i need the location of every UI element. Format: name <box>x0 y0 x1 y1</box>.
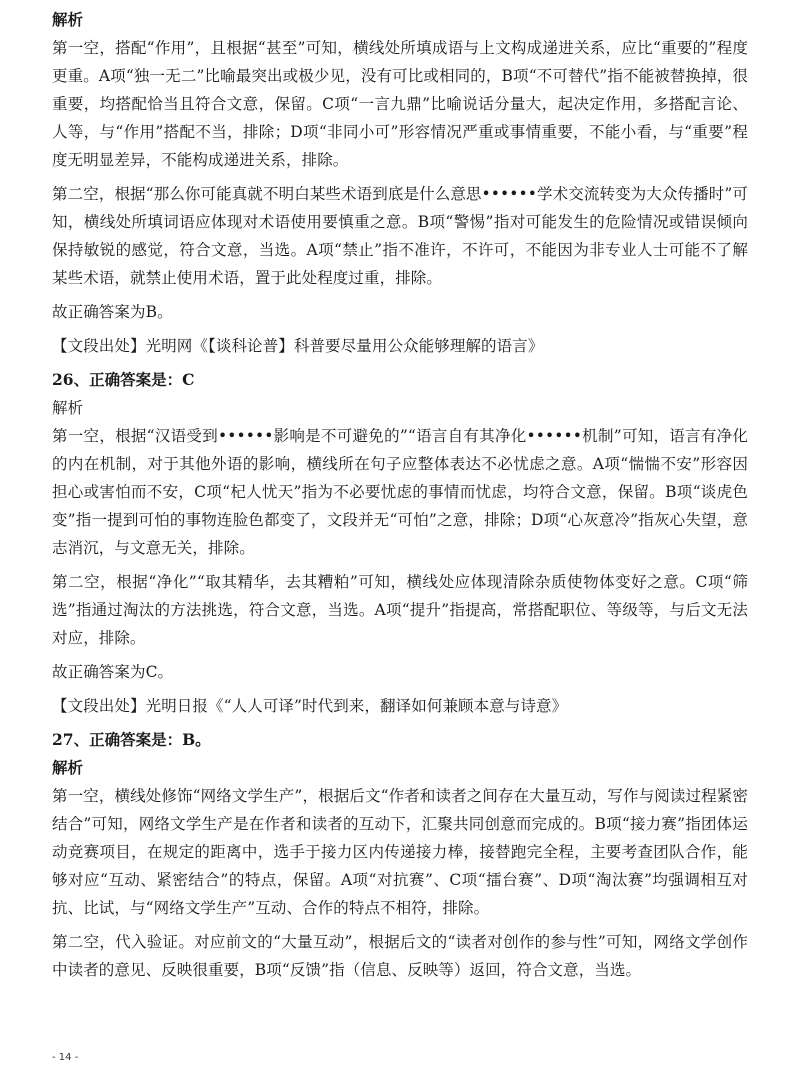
paragraph-source-25: 【文段出处】光明网《【谈科论普】科普要尽量用公众能够理解的语言》 <box>52 337 544 355</box>
page-number: - 14 - <box>52 1052 79 1063</box>
paragraph-second-blank-26: 第二空，根据“净化”“取其精华，去其糟粕”可知，横线处应体现清除杂质使物体变好之意。C项“筛选”指通过淘汰的方法挑选，符合文意，当选。A项“提升”指提高，常搭配职位、等级等，与后文无法对应，排除。 <box>52 573 748 647</box>
label-jiexi-26: 解析 <box>52 399 84 417</box>
paragraph-first-blank-27: 第一空，横线处修饰“网络文学生产”，根据后文“作者和读者之间存在大量互动，写作与阅读过程紧密结合”可知，网络文学生产是在作者和读者的互动下，汇聚共同创意而完成的。B项“接力赛”指团体运动竞赛项目，在规定的距离中，选手于接力区内传递接力棒，接替跑完全程，主要考查团队合作，能够对应“互动、紧密结合”的特点，保留。A项“对抗赛”、C项“擂台赛”、D项“淘汰赛”均强调相互对抗、比试，与“网络文学生产”互动、合作的特点不相符，排除。 <box>52 787 748 917</box>
paragraph-answer-26: 故正确答案为C。 <box>52 663 174 681</box>
paragraph-second-blank-27: 第二空，代入验证。对应前文的“大量互动”，根据后文的“读者对创作的参与性”可知，网络文学创作中读者的意见、反映很重要，B项“反馈”指（信息、反映等）返回，符合文意，当选。 <box>52 933 748 979</box>
heading-question-26: 26、正确答案是：C <box>52 370 195 389</box>
heading-question-27: 27、正确答案是：B。 <box>52 730 211 749</box>
heading-jiexi-27: 解析 <box>52 758 84 777</box>
paragraph-second-blank-25: 第二空，根据“那么你可能真就不明白某些术语到底是什么意思••••••学术交流转变为大众传播时”可知，横线处所填词语应体现对术语使用要慎重之意。B项“警惕”指对可能发生的危险情况或错误倾向保持敏锐的感觉，符合文意，当选。A项“禁止”指不准许，不许可，不能因为非专业人士可能不了解某些术语，就禁止使用术语，置于此处程度过重，排除。 <box>52 185 748 287</box>
document-page <box>52 6 748 990</box>
paragraph-answer-25: 故正确答案为B。 <box>52 303 173 321</box>
paragraph-source-26: 【文段出处】光明日报《“人人可译”时代到来，翻译如何兼顾本意与诗意》 <box>52 697 568 715</box>
paragraph-first-blank-25: 第一空，搭配“作用”，且根据“甚至”可知，横线处所填成语与上文构成递进关系，应比“重要的”程度更重。A项“独一无二”比喻最突出或极少见，没有可比或相同的，B项“不可替代”指不能被替换掉，很重要，均搭配恰当且符合文意，保留。C项“一言九鼎”比喻说话分量大，起决定作用，多搭配言论、人等，与“作用”搭配不当，排除；D项“非同小可”形容情况严重或事情重要，不能小看，与“重要”程度无明显差异，不能构成递进关系，排除。 <box>52 39 748 169</box>
heading-jiexi-1: 解析 <box>52 10 84 29</box>
paragraph-first-blank-26: 第一空，根据“汉语受到••••••影响是不可避免的”“语言自有其净化••••••机制”可知，语言有净化的内在机制，对于其他外语的影响，横线所在句子应整体表达不必忧虑之意。A项“惴惴不安”形容因担心或害怕而不安，C项“杞人忧天”指为不必要忧虑的事情而忧虑，均符合文意，保留。B项“谈虎色变”指一提到可怕的事物连脸色都变了，文段并无“可怕”之意，排除；D项“心灰意冷”指灰心失望，意志消沉，与文意无关，排除。 <box>52 427 748 557</box>
